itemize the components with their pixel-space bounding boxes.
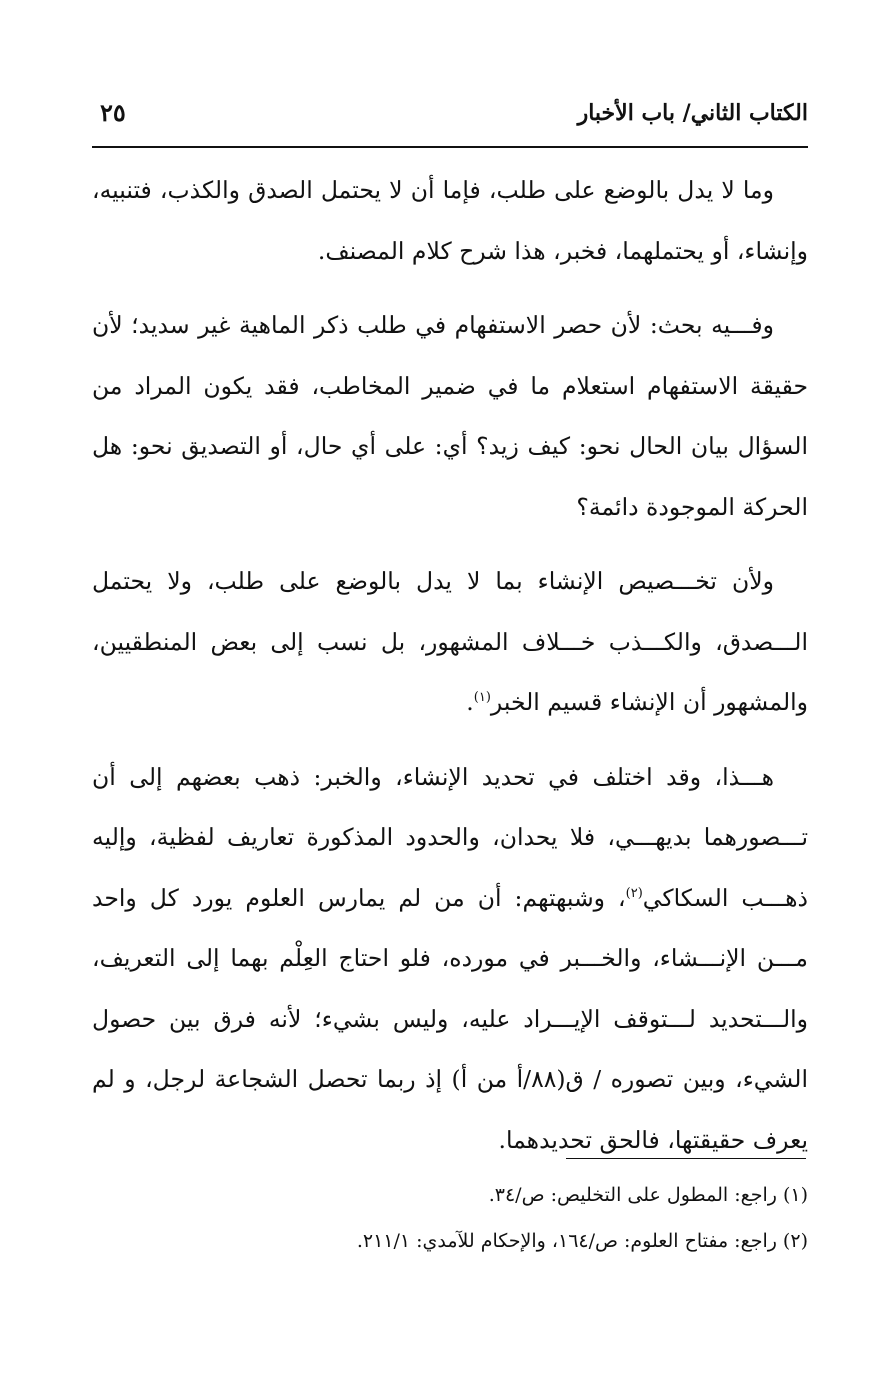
- running-header: [92, 96, 808, 142]
- paragraph-4: [92, 747, 808, 1171]
- paragraph-text: ولأن تخـــصيص الإنشاء بما لا يدل بالوضع على طلب، ولا يحتمل الـــصدق، والكـــذب خـــلاف المشهور، بل نسب إلى بعض المنطقيين، والمشهور أن الإنشاء قسيم الخبر: [92, 567, 808, 716]
- main-text: [92, 160, 808, 1184]
- footnotes: [92, 1172, 808, 1264]
- paragraph-3: [92, 551, 808, 733]
- header-divider: [92, 146, 808, 148]
- footnote-ref-2: (٢): [625, 885, 643, 901]
- paragraph-text-tail: .: [466, 688, 474, 716]
- paragraph-1: [92, 160, 808, 281]
- paragraph-text-tail: ، وشبهتهم: أن من لم يمارس العلوم يورد كل واحد مـــن الإنـــشاء، والخـــبر في مورده، فلو احتاج العِلْم بهما إلى التعريف، والـــتحديد لـــتوقف الإيـــراد عليه، وليس بشيء؛ لأنه فرق بين حصول الشيء، وبين تصوره / ق(٨٨/أ من أ) إذ ربما تحصل الشجاعة لرجل، و لم يعرف حقيقتها، فالحق تحديدهما.: [92, 883, 808, 1154]
- paragraph-text: وما لا يدل بالوضع على طلب، فإما أن لا يحتمل الصدق والكذب، فتنبيه، وإنشاء، أو يحتملهما، فخبر، هذا شرح كلام المصنف.: [92, 176, 808, 265]
- paragraph-text: هـــذا، وقد اختلف في تحديد الإنشاء، والخبر: ذهب بعضهم إلى أن تـــصورهما بديهـــي، فلا يحدان، والحدود المذكورة تعاريف لفظية، وإليه ذهـــب السكاكي: [92, 762, 809, 912]
- paragraph-text: وفـــيه بحث: لأن حصر الاستفهام في طلب ذكر الماهية غير سديد؛ لأن حقيقة الاستفهام استعلام ما في ضمير المخاطب، فقد يكون المراد من السؤال بيان الحال نحو: كيف زيد؟ أي: على أي حال، أو التصديق نحو: هل الحركة الموجودة دائمة؟: [92, 311, 808, 521]
- footnote-2: (٢) راجع: مفتاح العلوم: ص/١٦٤، والإحكام للآمدي: ٢١١/١.: [356, 1230, 808, 1252]
- footnote-1: (١) راجع: المطول على التخليص: ص/٣٤.: [488, 1184, 808, 1206]
- page-number: ٢٥: [100, 98, 126, 127]
- footnote-ref-1: (١): [473, 690, 491, 705]
- paragraph-2: [92, 295, 808, 537]
- header-title: الكتاب الثاني/ باب الأخبار: [577, 100, 808, 126]
- footnote-divider: [566, 1158, 806, 1159]
